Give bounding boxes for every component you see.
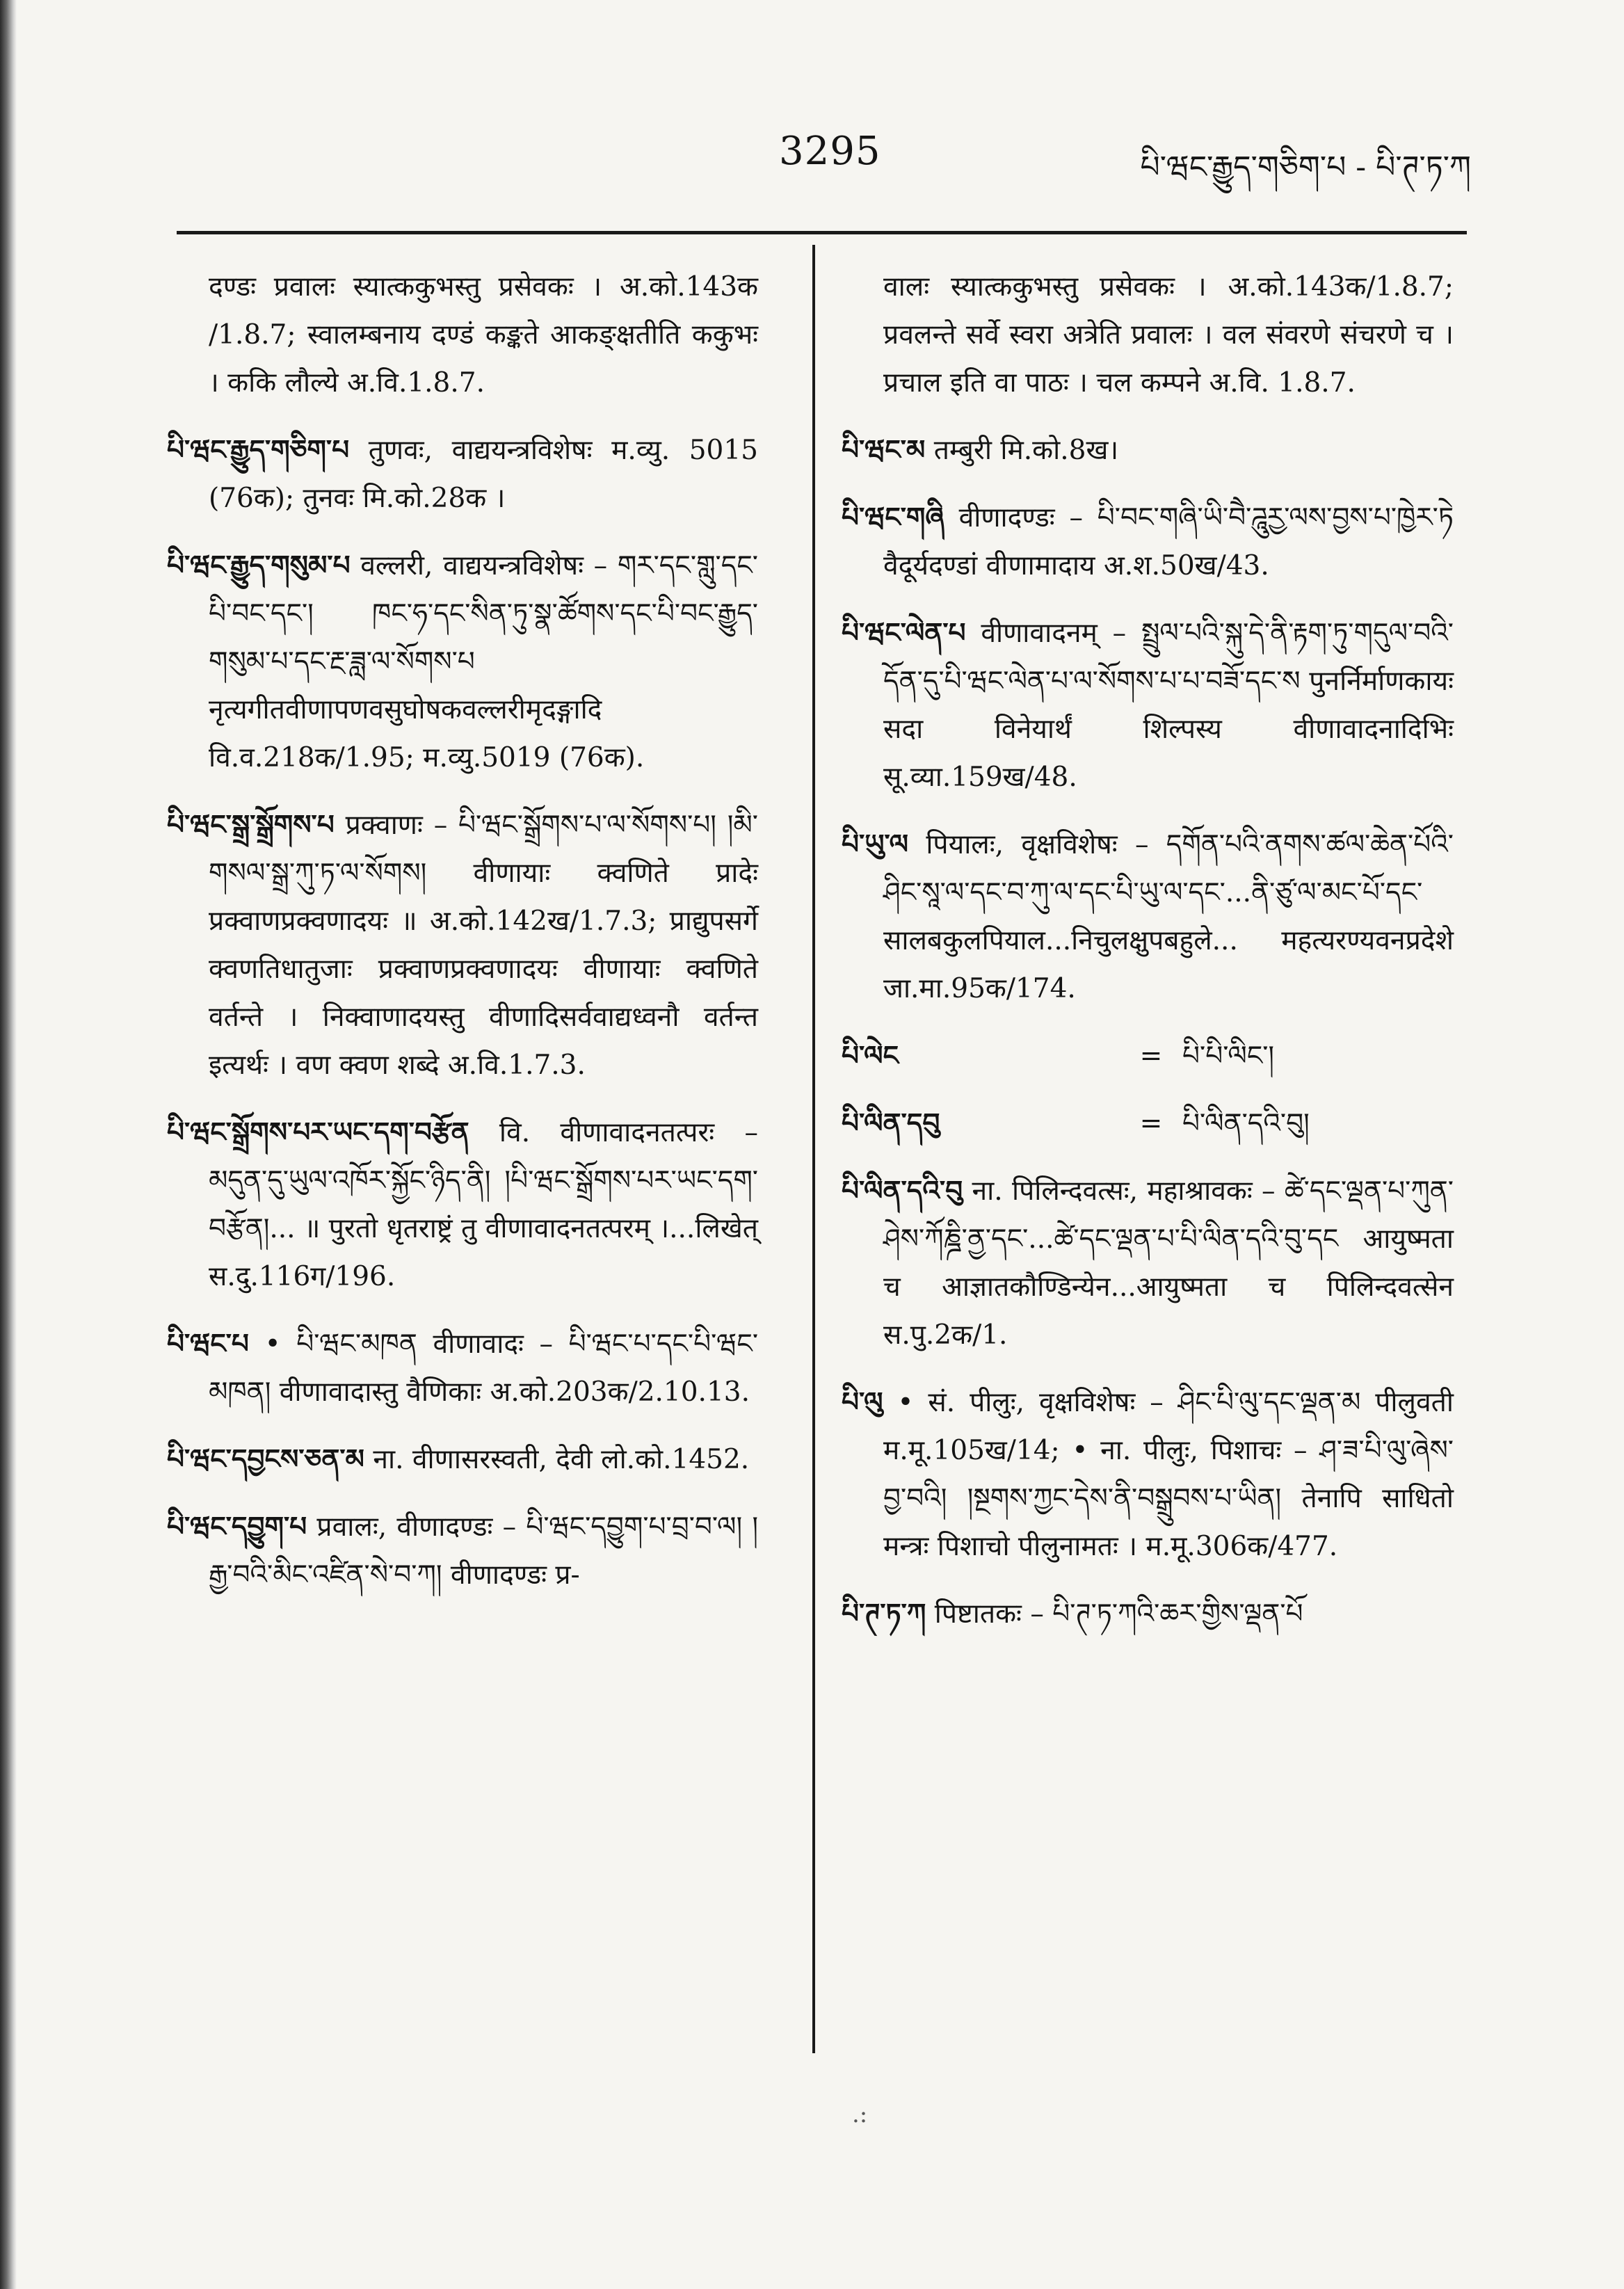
entry-continuation xyxy=(167,263,758,407)
entry-text: ना. वीणासरस्वती, देवी लो.को.1452. xyxy=(373,1444,750,1475)
entry-text: • པི་ཝང་མཁན वीणावादः – པི་ཝང་པ་དང་པི་ཝང་མཁན། वीणावादास्तु वैणिकाः अ.को.203क/2.10.13. xyxy=(209,1328,759,1408)
entry-text: वल्लरी, वाद्ययन्त्रविशेषः – གར་དང་གླུ་དང་པི་བང་དང་། ཁང་ཧ་དང་སིན་ཏུ་སྣ་ཚོགས་དང་པི་བང་རྒྱུད་གསུམ་པ་དང་རྔ་ཟླ་ལ་སོགས་པ नृत्यगीतवीणापणवसुघोषकवल्लरीमृदङ्गादि वि.व.218क/1.95; म.व्यु.5019 (76क). xyxy=(209,550,758,773)
entry-text: तुणवः, वाद्ययन्त्रविशेषः म.व्यु. 5015 (76क); तुनवः मि.को.28क । xyxy=(209,435,758,514)
entry-headword: པི་ཝང་རྒྱུད་གཅིག་པ xyxy=(167,434,350,466)
entry-text: ना. पिलिन्दवत्सः, महाश्रावकः – ཚེ་དང་ལྡན་པ་ཀུན་ཤེས་ཀོཎྜི་ནྱ་དང་...ཚེ་དང་ལྡན་པ་པི་ལིན་དའི་བུ་དང आयुष्मता च आज्ञातकौण्डिन्येन...आयुष्मता च पिलिन्दवत्सेन स.पु.2क/1. xyxy=(883,1175,1454,1351)
entry-continuation xyxy=(842,263,1454,407)
dictionary-entry xyxy=(842,426,1454,474)
entry-headword: པི་ཡུ་ལ xyxy=(842,828,909,860)
entry-text: तम्बुरी मि.को.8ख। xyxy=(933,435,1119,466)
page-number: 3295 xyxy=(779,129,881,174)
entry-text: पिष्टातकः – པི་ཊ་ཏ་ཀའི་ཆར་གྱིས་ལྡན་པོ xyxy=(934,1598,1303,1630)
dictionary-entry xyxy=(167,1320,758,1416)
entry-headword: པི་ཝང་དབྱུག་པ xyxy=(167,1511,307,1543)
xref-target: པི་པི་ལིང་། xyxy=(1182,1041,1275,1072)
footer-mark: .: xyxy=(852,2101,868,2128)
entry-headword: པི་ལིན་དའི་བུ xyxy=(842,1175,963,1207)
dictionary-entry xyxy=(842,494,1454,590)
entry-headword: པི་ཝང་མ xyxy=(842,434,926,466)
dictionary-entry xyxy=(842,609,1454,801)
left-column xyxy=(167,263,758,1619)
cross-reference xyxy=(842,1032,1454,1080)
entry-text: वि. वीणावादनतत्परः – མདུན་དུ་ཡུལ་འཁོར་སྐྱོང་ཉིད་ནི། །པི་ཝང་སྒྲོགས་པར་ཡང་དག་བརྩོན།... ॥ पुरतो धृतराष्ट्रं तु वीणावादनतत्परम् ।...लिखेत् स.दु.116ग/196. xyxy=(209,1117,758,1292)
dictionary-entry xyxy=(167,1436,758,1484)
entry-headword: པི་ཝང་སྒྲ་སྒྲོགས་པ xyxy=(167,809,335,841)
entry-text: वीणावादनम् – སྤྲུལ་པའི་སྐུ་དེ་ནི་རྟག་ཏུ་གདུལ་བའི་དོན་དུ་པི་ཝང་ལེན་པ་ལ་སོགས་པ་པ་བཟོ་དང་ས पुनर्निर्माणकायः सदा विनेयार्थं शिल्पस्य वीणावादनादिभिः सू.व्या.159ख/48. xyxy=(883,618,1454,793)
entry-headword: པི་ཝང་པ xyxy=(167,1328,249,1360)
book-binding-edge xyxy=(0,0,17,2289)
header-rule xyxy=(177,231,1467,234)
entry-headword: པི་ལུ xyxy=(842,1386,883,1418)
entry-headword: པི་ཝང་གཞི xyxy=(842,501,944,533)
dictionary-entry xyxy=(167,1109,758,1301)
dictionary-entry xyxy=(167,542,758,782)
page-header xyxy=(0,129,1624,191)
dictionary-entry xyxy=(167,426,758,522)
entry-headword: པི་ཝང་ལེན་པ xyxy=(842,617,966,649)
entry-text: • सं. पीलुः, वृक्षविशेषः – ཤིང་པི་ལུ་དང་ལྡན་མ पीलुवती म.मू.105ख/14; • ना. पीलुः, पिशाचः – ཤ་ཟ་པི་ལུ་ཞེས་བྱ་བའི། །སྔགས་ཀྱང་དེས་ནི་བསྒྲུབས་པ་ཡིན། तेनापि साधितो मन्त्रः पिशाचो पीलुनामतः । म.मू.306क/477. xyxy=(883,1387,1454,1562)
dictionary-entry xyxy=(842,1590,1454,1638)
xref-equals: = xyxy=(1139,1108,1163,1139)
entry-text: वीणादण्डः – པི་བང་གཞི་ཡི་བཻ་ཌཱུརྱ་ལས་བྱས་པ་ཁྱེར་ཏེ वैदूर्यदण्डां वीणामादाय अ.श.50ख/43. xyxy=(883,502,1454,581)
cross-reference xyxy=(842,1100,1454,1148)
entry-headword: པི་ཝང་སྒྲོགས་པར་ཡང་དག་བརྩོན xyxy=(167,1116,469,1148)
entry-headword: པི་ཝང་དབྱངས་ཅན་མ xyxy=(167,1443,364,1475)
xref-equals: = xyxy=(1139,1041,1163,1072)
xref-headword: པི་ལེང xyxy=(842,1040,899,1072)
entry-text: वालः स्यात्ककुभस्तु प्रसेवकः । अ.को.143क/1.8.7; प्रवलन्ते सर्वे स्वरा अत्रेति प्रवालः । वल संवरणे संचरणे च । प्रचाल इति वा पाठः । चल कम्पने अ.वि. 1.8.7. xyxy=(883,271,1454,399)
entry-text: प्रक्वाणः – པི་ཝང་སྒྲོགས་པ་ལ་སོགས་པ། །མི་གསལ་སྒྲ་ཀུ་ཏ་ལ་སོགས། वीणायाः क्वणिते प्रादेः प्रक्वाणप्रक्वणादयः ॥ अ.को.142ख/1.7.3; प्राद्युपसर्गे क्वणतिधातुजाः प्रक्वाणप्रक्वणादयः वीणायाः क्वणिते वर्तन्ते । निक्वाणादयस्तु वीणादिसर्ववाद्यध्वनौ वर्तन्त इत्यर्थः । वण क्वण शब्दे अ.वि.1.7.3. xyxy=(209,810,758,1081)
running-head: པི་ཝང་རྒྱུད་གཅིག་པ - པི་ཊ་ཏ་ཀ xyxy=(1140,150,1471,185)
dictionary-entry xyxy=(842,821,1454,1013)
dictionary-entry xyxy=(842,1379,1454,1571)
entry-headword: པི་ཊ་ཏ་ཀ xyxy=(842,1598,926,1630)
dictionary-entry xyxy=(167,801,758,1089)
dictionary-entry xyxy=(842,1167,1454,1359)
dictionary-entry xyxy=(167,1503,758,1599)
entry-text: प्रवालः, वीणादण्डः – པི་ཝང་དབྱུག་པ་བྲ་བ་ལ། །རྒྱ་བའི་མིང་འཛིན་སེ་བ་ཀ། वीणादण्डः प्र- xyxy=(209,1511,758,1591)
xref-headword: པི་ལིན་དབུ xyxy=(842,1107,940,1139)
entry-text: पियालः, वृक्षविशेषः – དགོན་པའི་ནགས་ཚལ་ཆེན་པོའི་ཤིང་སཱ་ལ་དང་བ་ཀུ་ལ་དང་པི་ཡུ་ལ་དང་...ནི་ཙུ་ལ་མང་པོ་དང་ सालबकुलपियाल...निचुलक्षुपबहुले... महत्यरण्यवनप्रदेशे जा.मा.95क/174. xyxy=(883,829,1454,1004)
entry-text: दण्डः प्रवालः स्यात्ककुभस्तु प्रसेवकः । अ.को.143क /1.8.7; स्वालम्बनाय दण्डं कङ्कते आकङ्क्षतीति ककुभः । ककि लौल्ये अ.वि.1.8.7. xyxy=(209,271,758,399)
right-column xyxy=(842,263,1454,1657)
entry-headword: པི་ཝང་རྒྱུད་གསུམ་པ xyxy=(167,549,351,581)
column-divider xyxy=(812,245,815,2053)
xref-target: པི་ལིན་དའི་བུ། xyxy=(1182,1108,1310,1139)
